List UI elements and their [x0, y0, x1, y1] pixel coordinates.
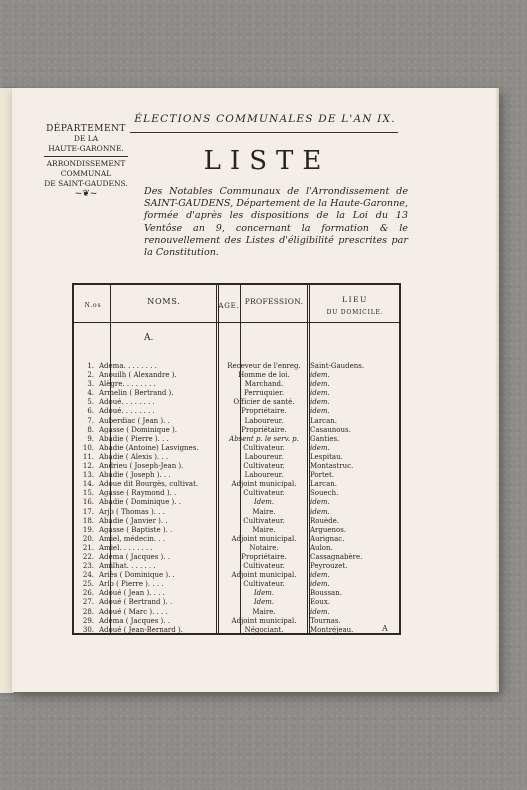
arrondissement-line: COMMUNAL — [60, 169, 112, 178]
table-row — [74, 462, 399, 471]
row-profession: Officier de santé. — [233, 398, 295, 407]
row-domicile: Tournas. — [310, 616, 341, 625]
row-number: 15. — [82, 489, 94, 498]
table-row — [74, 417, 399, 426]
row-number: 25. — [82, 580, 94, 589]
row-profession: Cultivateur. — [243, 462, 285, 471]
row-number: 17. — [82, 507, 94, 516]
document-description: Des Notables Communaux de l'Arrondissement de SAINT-GAUDENS, Département de la Haute-Garonne, formée d'après les dispositions de la Loi du 13 Ventôse an 9, concernant la formation & le renouvellement des Listes d'éligibilité prescrites par la Constitution. — [144, 186, 408, 259]
table-row — [74, 553, 399, 562]
row-number: 13. — [82, 471, 94, 480]
row-name: Arlo ( Pierre ). . . . — [99, 580, 164, 589]
row-number: 9. — [87, 434, 94, 443]
row-name: Adoué. . . . . . . . — [99, 407, 155, 416]
row-number: 24. — [82, 571, 94, 580]
header-rule — [130, 132, 398, 133]
row-number: 4. — [87, 389, 94, 398]
row-name: Andrieu ( Joseph-Jean ). — [99, 462, 184, 471]
row-name: Adoué. . . . . . . . — [99, 398, 155, 407]
row-profession: Laboureur. — [244, 471, 284, 480]
table-row — [74, 398, 399, 407]
table-row — [74, 435, 399, 444]
row-name: Auberdiac ( Jean ). . — [99, 416, 170, 425]
table-row — [74, 617, 399, 626]
catchword: A — [382, 624, 388, 633]
row-name: Adema ( Jacques ). . — [99, 616, 170, 625]
row-name: Adoué ( Jean-Bernard ). — [99, 625, 183, 634]
table-row — [74, 535, 399, 544]
row-domicile: idem. — [310, 571, 330, 580]
row-domicile: idem. — [310, 398, 330, 407]
row-number: 2. — [87, 371, 94, 380]
row-number: 26. — [82, 589, 94, 598]
notables-table — [72, 283, 401, 635]
column-header-num: N.os — [84, 302, 102, 309]
row-profession: Propriétaire. — [241, 407, 287, 416]
row-number: 11. — [82, 452, 94, 461]
row-name: Abadie ( Joseph ). . . — [99, 471, 171, 480]
column-header-name: NOMS. — [147, 297, 181, 306]
row-name: Alègre. . . . . . . . — [99, 380, 156, 389]
row-profession: Laboureur. — [244, 452, 284, 461]
document-title: LISTE — [203, 146, 331, 176]
row-profession: Perruquier. — [244, 389, 284, 398]
row-profession: Adjoint municipal. — [231, 571, 297, 580]
row-domicile: idem. — [310, 371, 330, 380]
department-line: DE LA — [73, 134, 99, 143]
row-name: Abadie ( Alexis ). . . — [99, 452, 169, 461]
table-row — [74, 471, 399, 480]
row-domicile: idem. — [310, 607, 330, 616]
department-divider — [44, 156, 128, 157]
row-domicile: Boussan. — [310, 589, 342, 598]
row-number: 30. — [82, 625, 94, 634]
department-line: HAUTE-GARONNE. — [48, 144, 124, 153]
row-profession: Maire. — [252, 507, 276, 516]
row-domicile: Peyrouzet. — [310, 562, 348, 571]
row-domicile: Arguenos. — [310, 525, 347, 534]
arrondissement-line: DE SAINT-GAUDENS. — [44, 179, 128, 188]
row-number: 6. — [87, 407, 94, 416]
arrondissement-line: ARRONDISSEMENT — [46, 159, 126, 168]
row-name: Abadie (Antoine) Lasvignes. — [99, 443, 199, 452]
row-name: Adema ( Jacques ). . — [99, 552, 170, 561]
row-profession: Adjoint municipal. — [231, 616, 297, 625]
row-profession: Adjoint municipal. — [231, 480, 297, 489]
row-number: 21. — [82, 543, 94, 552]
row-name: Abadie ( Janvier ). . — [99, 516, 168, 525]
table-row — [74, 426, 399, 435]
row-profession: Marchand. — [244, 380, 284, 389]
row-domicile: idem. — [310, 407, 330, 416]
row-domicile: idem. — [310, 443, 330, 452]
row-number: 16. — [82, 498, 94, 507]
row-number: 1. — [87, 362, 94, 370]
table-row — [74, 489, 399, 498]
row-domicile: Ganties. — [310, 434, 340, 443]
row-domicile: Souech. — [310, 489, 339, 498]
column-header-lieu-line2: DU DOMICILE. — [326, 309, 384, 316]
table-row — [74, 598, 399, 607]
row-number: 23. — [82, 562, 94, 571]
row-number: 27. — [82, 598, 94, 607]
department-line: DÉPARTEMENT — [46, 124, 126, 134]
row-name: Adoué ( Marc ). . . . — [99, 607, 168, 616]
row-name: Adoue dit Bourgès, cultivat. — [99, 480, 199, 489]
table-row — [74, 407, 399, 416]
row-number: 20. — [82, 534, 94, 543]
row-profession: Absent p. le serv. p. — [229, 434, 299, 443]
row-profession: Cultivateur. — [243, 516, 285, 525]
row-domicile: Aurignac. — [310, 534, 345, 543]
row-profession: Propriétaire. — [241, 552, 287, 561]
row-name: Abadie ( Dominique ). . — [99, 498, 181, 507]
table-row — [74, 589, 399, 598]
table-row — [74, 517, 399, 526]
row-number: 3. — [87, 380, 94, 389]
row-name: Adema. . . . . . . . — [99, 362, 157, 370]
row-profession: Homme de loi. — [238, 371, 290, 380]
row-domicile: Larcan. — [310, 480, 337, 489]
row-name: Adoué ( Bertrand ). . — [99, 598, 173, 607]
row-profession: Idem. — [253, 498, 275, 507]
row-profession: Cultivateur. — [243, 580, 285, 589]
department-block — [38, 124, 134, 199]
table-row — [74, 626, 399, 635]
row-domicile: Montastruc. — [310, 462, 354, 471]
row-domicile: Eoux. — [310, 598, 331, 607]
table-row — [74, 380, 399, 389]
row-domicile: idem. — [310, 580, 330, 589]
row-name: Arjo ( Thomas ). . . — [99, 507, 165, 516]
row-domicile: Portet. — [310, 471, 334, 480]
row-domicile: Aulon. — [310, 543, 333, 552]
row-name: Adoué ( Jean ). . . . — [99, 589, 165, 598]
row-domicile: Saint-Gaudens. — [310, 362, 365, 370]
row-domicile: Larcan. — [310, 416, 337, 425]
table-row — [74, 362, 399, 371]
column-header-profession: PROFESSION. — [244, 297, 304, 306]
table-row — [74, 371, 399, 380]
row-name: Armelin ( Bertrand ). — [99, 389, 174, 398]
table-row — [74, 562, 399, 571]
row-domicile: idem. — [310, 389, 330, 398]
table-row — [74, 526, 399, 535]
row-profession: Cultivateur. — [243, 562, 285, 571]
table-row — [74, 480, 399, 489]
row-number: 14. — [82, 480, 94, 489]
row-name: Agasse ( Raymond ). . — [99, 489, 177, 498]
row-profession: Idem. — [253, 598, 275, 607]
table-row — [74, 453, 399, 462]
row-profession: Négociant. — [244, 625, 284, 634]
row-profession: Idem. — [253, 589, 275, 598]
row-profession: Maire. — [252, 607, 276, 616]
row-number: 10. — [82, 443, 94, 452]
row-name: Amiel. . . . . . . . — [99, 543, 153, 552]
column-header-lieu — [307, 293, 403, 319]
table-body — [74, 362, 399, 635]
table-row — [74, 571, 399, 580]
column-header-lieu-line1: LIEU — [342, 295, 368, 304]
row-domicile: idem. — [310, 507, 330, 516]
row-profession: Adjoint municipal. — [231, 534, 297, 543]
table-row — [74, 444, 399, 453]
row-name: Ariès ( Dominique ). . — [99, 571, 175, 580]
row-number: 8. — [87, 425, 94, 434]
row-name: Anouilh ( Alexandre ). — [99, 371, 177, 380]
row-profession: Cultivateur. — [243, 489, 285, 498]
row-number: 18. — [82, 516, 94, 525]
row-domicile: Casaunous. — [310, 425, 351, 434]
row-number: 28. — [82, 607, 94, 616]
section-letter: A. — [144, 333, 154, 343]
row-profession: Propriétaire. — [241, 425, 287, 434]
row-domicile: Lespitau. — [310, 452, 343, 461]
row-domicile: Rouède. — [310, 516, 339, 525]
row-domicile: idem. — [310, 498, 330, 507]
row-profession: Maire. — [252, 525, 276, 534]
document-page — [12, 88, 499, 692]
table-row — [74, 389, 399, 398]
row-name: Agasse ( Dominique ). — [99, 425, 177, 434]
row-name: Amiel, médecin. . . — [99, 534, 165, 543]
row-number: 22. — [82, 552, 94, 561]
row-domicile: Montréjeau. — [310, 625, 354, 634]
row-domicile: Cassagnabère. — [310, 552, 363, 561]
row-number: 5. — [87, 398, 94, 407]
table-row — [74, 580, 399, 589]
page-header: ÉLECTIONS COMMUNALES DE L'AN IX. — [134, 113, 396, 125]
table-row — [74, 508, 399, 517]
column-header-age: AGE. — [218, 302, 240, 310]
row-name: Amilhat. . . . . . . — [99, 562, 156, 571]
table-row — [74, 498, 399, 507]
header-rule — [74, 322, 399, 323]
table-row — [74, 544, 399, 553]
row-number: 12. — [82, 462, 94, 471]
row-domicile: idem. — [310, 380, 330, 389]
row-number: 7. — [87, 416, 94, 425]
table-row — [74, 608, 399, 617]
row-name: Abadie ( Pierre ). . . — [99, 434, 169, 443]
row-profession: Receveur de l'enreg. — [227, 362, 301, 370]
row-profession: Laboureur. — [244, 416, 284, 425]
row-number: 19. — [82, 525, 94, 534]
row-number: 29. — [82, 616, 94, 625]
row-name: Agasse ( Baptiste ). . — [99, 525, 173, 534]
row-profession: Cultivateur. — [243, 443, 285, 452]
flourish-ornament: ~❦~ — [74, 189, 98, 199]
row-profession: Notaire. — [249, 543, 279, 552]
